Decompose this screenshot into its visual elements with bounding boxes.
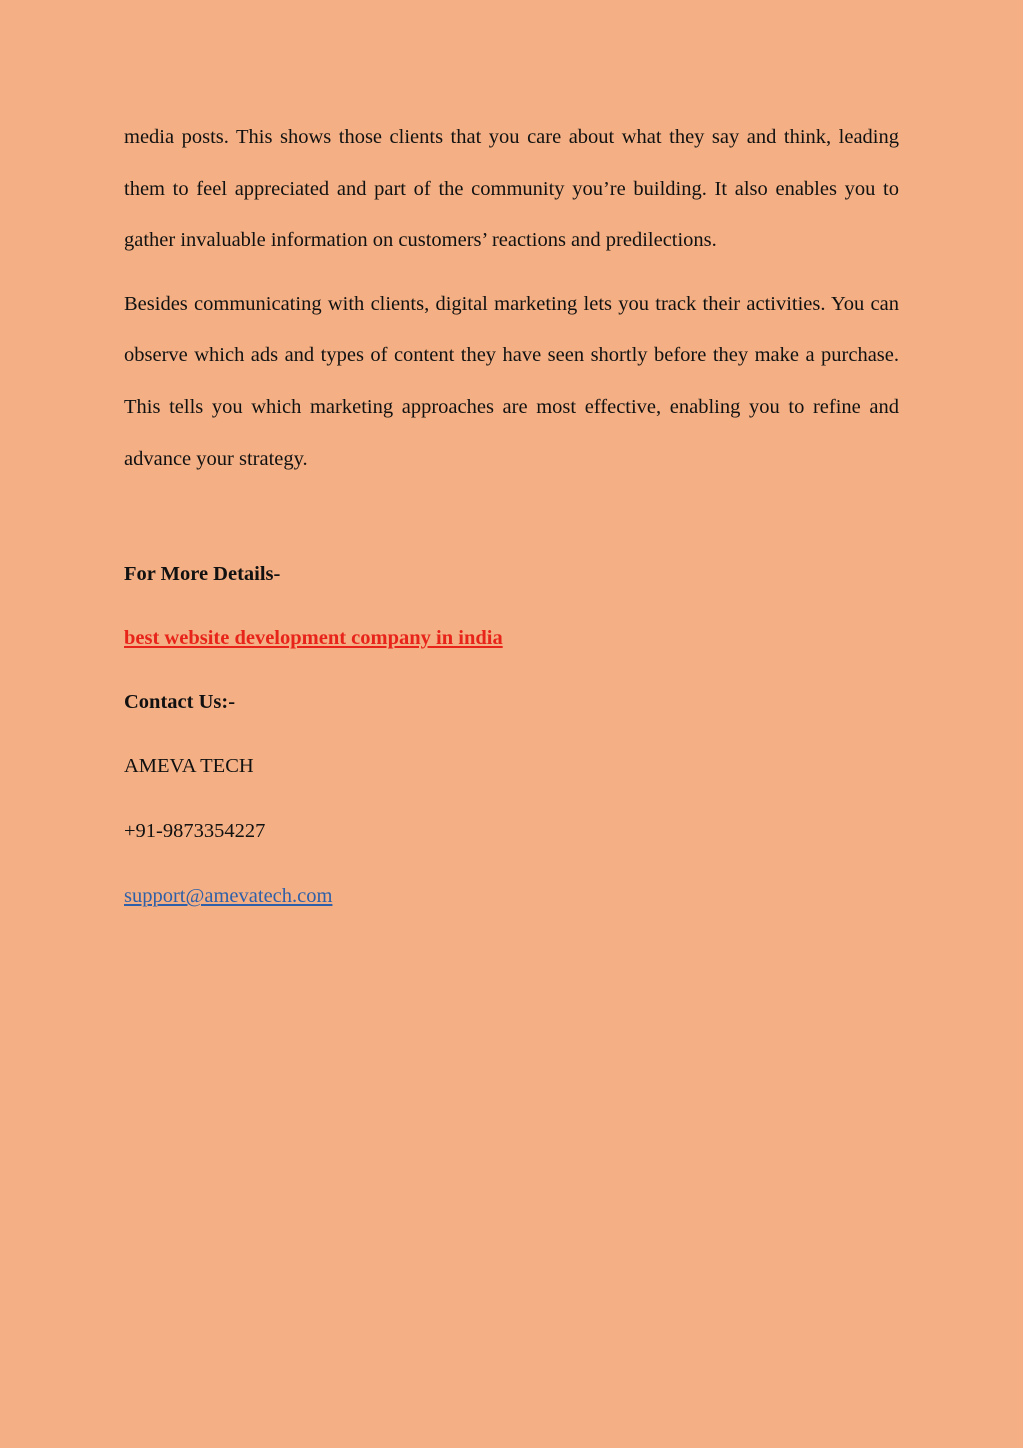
details-heading: For More Details- <box>124 563 281 585</box>
phone-number: +91-9873354227 <box>124 820 266 842</box>
paragraph-activity-tracking: Besides communicating with clients, digital marketing lets you track their activities. You can observe which ads and types of content they have seen shortly before they make a purchase. This tells you which marketing approaches are most effective, enabling you to refine and advance your strategy. <box>124 292 899 470</box>
email-link[interactable]: support@amevatech.com <box>124 885 333 907</box>
details-section <box>124 560 280 588</box>
company-name-wrapper <box>124 752 254 780</box>
contact-section <box>124 688 235 716</box>
paragraph-customer-feedback: media posts. This shows those clients that you care about what they say and think, leading them to feel appreciated and part of the community you’re building. It also enables you to gather invaluable information on customers’ reactions and predilections. <box>124 126 899 252</box>
phone-wrapper <box>124 817 265 845</box>
body-text <box>124 112 899 485</box>
company-name: AMEVA TECH <box>124 755 254 777</box>
contact-heading: Contact Us:- <box>124 691 236 713</box>
website-development-link[interactable]: best website development company in india <box>124 627 503 649</box>
email-wrapper <box>124 882 332 910</box>
details-link-wrapper <box>124 624 503 652</box>
